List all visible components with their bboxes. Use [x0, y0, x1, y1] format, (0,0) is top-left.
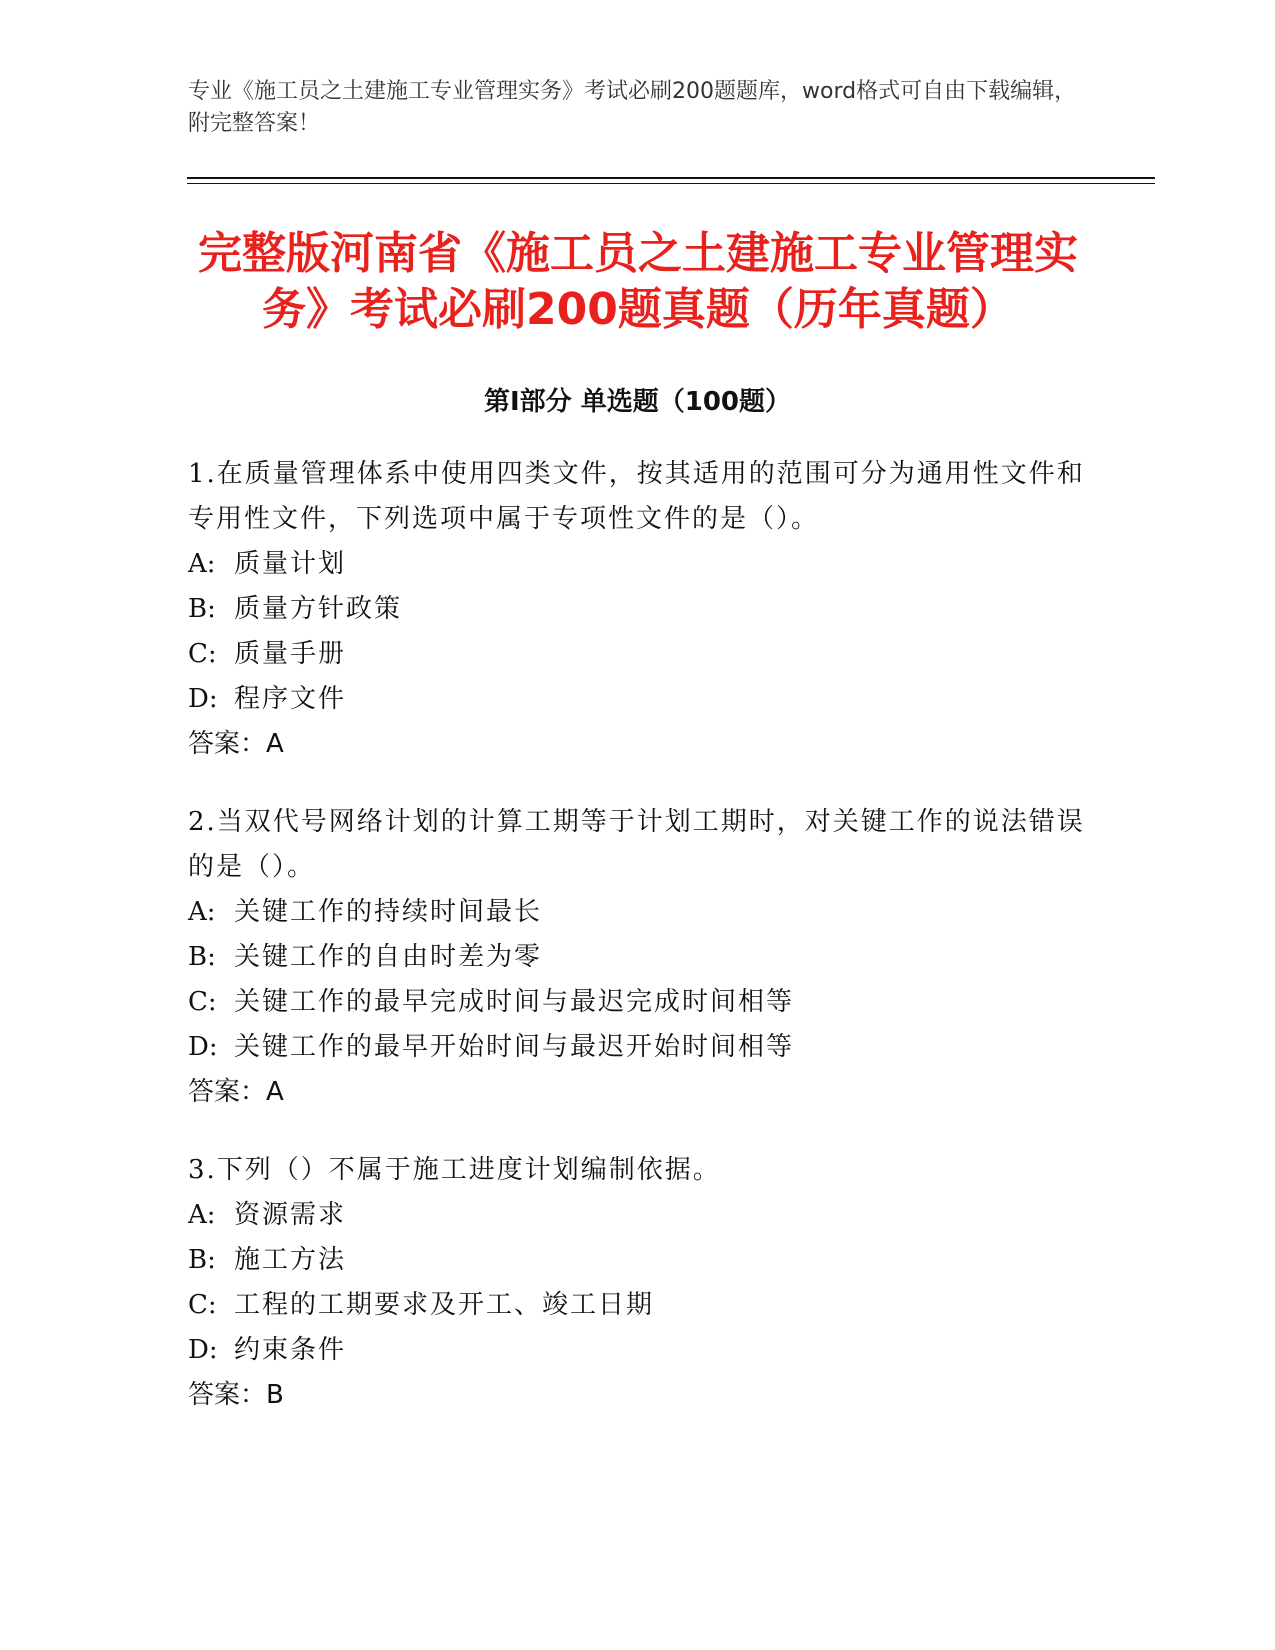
option-key: B: [188, 594, 216, 624]
option-text: 质量方针政策 [234, 594, 403, 624]
option-c [188, 632, 1088, 677]
option-text: 约束条件 [234, 1335, 347, 1365]
option-key: A: [188, 897, 216, 927]
header-rule-thin [187, 183, 1155, 184]
question-stem: 2.当双代号网络计划的计算工期等于计划工期时，对关键工作的说法错误的是（）。 [188, 807, 1085, 882]
question-3 [188, 1148, 1088, 1418]
option-text: 关键工作的自由时差为零 [234, 942, 543, 972]
option-text: 关键工作的持续时间最长 [234, 897, 543, 927]
option-c [188, 1283, 1088, 1328]
option-key: B: [188, 942, 216, 972]
option-key: A: [188, 549, 216, 579]
option-key: D: [188, 1032, 218, 1062]
option-a [188, 1193, 1088, 1238]
option-d [188, 1025, 1088, 1070]
question-1 [188, 452, 1088, 767]
option-key: B: [188, 1245, 216, 1275]
option-text: 施工方法 [234, 1245, 347, 1275]
option-key: C: [188, 1290, 217, 1320]
option-c [188, 980, 1088, 1025]
option-a [188, 542, 1088, 587]
section-title: 第Ⅰ部分 单选题（100题） [484, 387, 791, 417]
option-text: 程序文件 [234, 684, 347, 714]
option-b [188, 1238, 1088, 1283]
option-text: 关键工作的最早完成时间与最迟完成时间相等 [234, 987, 795, 1017]
option-b [188, 587, 1088, 632]
question-stem: 3.下列（）不属于施工进度计划编制依据。 [188, 1155, 721, 1185]
answer: 答案：B [188, 1380, 284, 1410]
option-a [188, 890, 1088, 935]
question-stem: 1.在质量管理体系中使用四类文件，按其适用的范围可分为通用性文件和专用性文件，下列选项中属于专项性文件的是（）。 [188, 459, 1085, 534]
header-note: 专业《施工员之土建施工专业管理实务》考试必刷200题题库，word格式可自由下载编辑，附完整答案！ [188, 79, 1077, 136]
option-key: C: [188, 987, 217, 1017]
option-text: 工程的工期要求及开工、竣工日期 [234, 1290, 655, 1320]
option-text: 质量手册 [234, 639, 347, 669]
document-title: 完整版河南省《施工员之土建施工专业管理实务》考试必刷200题真题（历年真题） [198, 228, 1078, 335]
question-2 [188, 800, 1088, 1115]
header-rule-thick [187, 177, 1155, 179]
option-key: A: [188, 1200, 216, 1230]
option-text: 关键工作的最早开始时间与最迟开始时间相等 [234, 1032, 795, 1062]
answer: 答案：A [188, 729, 284, 759]
option-b [188, 935, 1088, 980]
option-key: D: [188, 1335, 218, 1365]
option-key: C: [188, 639, 217, 669]
option-text: 质量计划 [234, 549, 347, 579]
option-d [188, 1328, 1088, 1373]
option-d [188, 677, 1088, 722]
answer: 答案：A [188, 1077, 284, 1107]
option-text: 资源需求 [234, 1200, 347, 1230]
option-key: D: [188, 684, 218, 714]
